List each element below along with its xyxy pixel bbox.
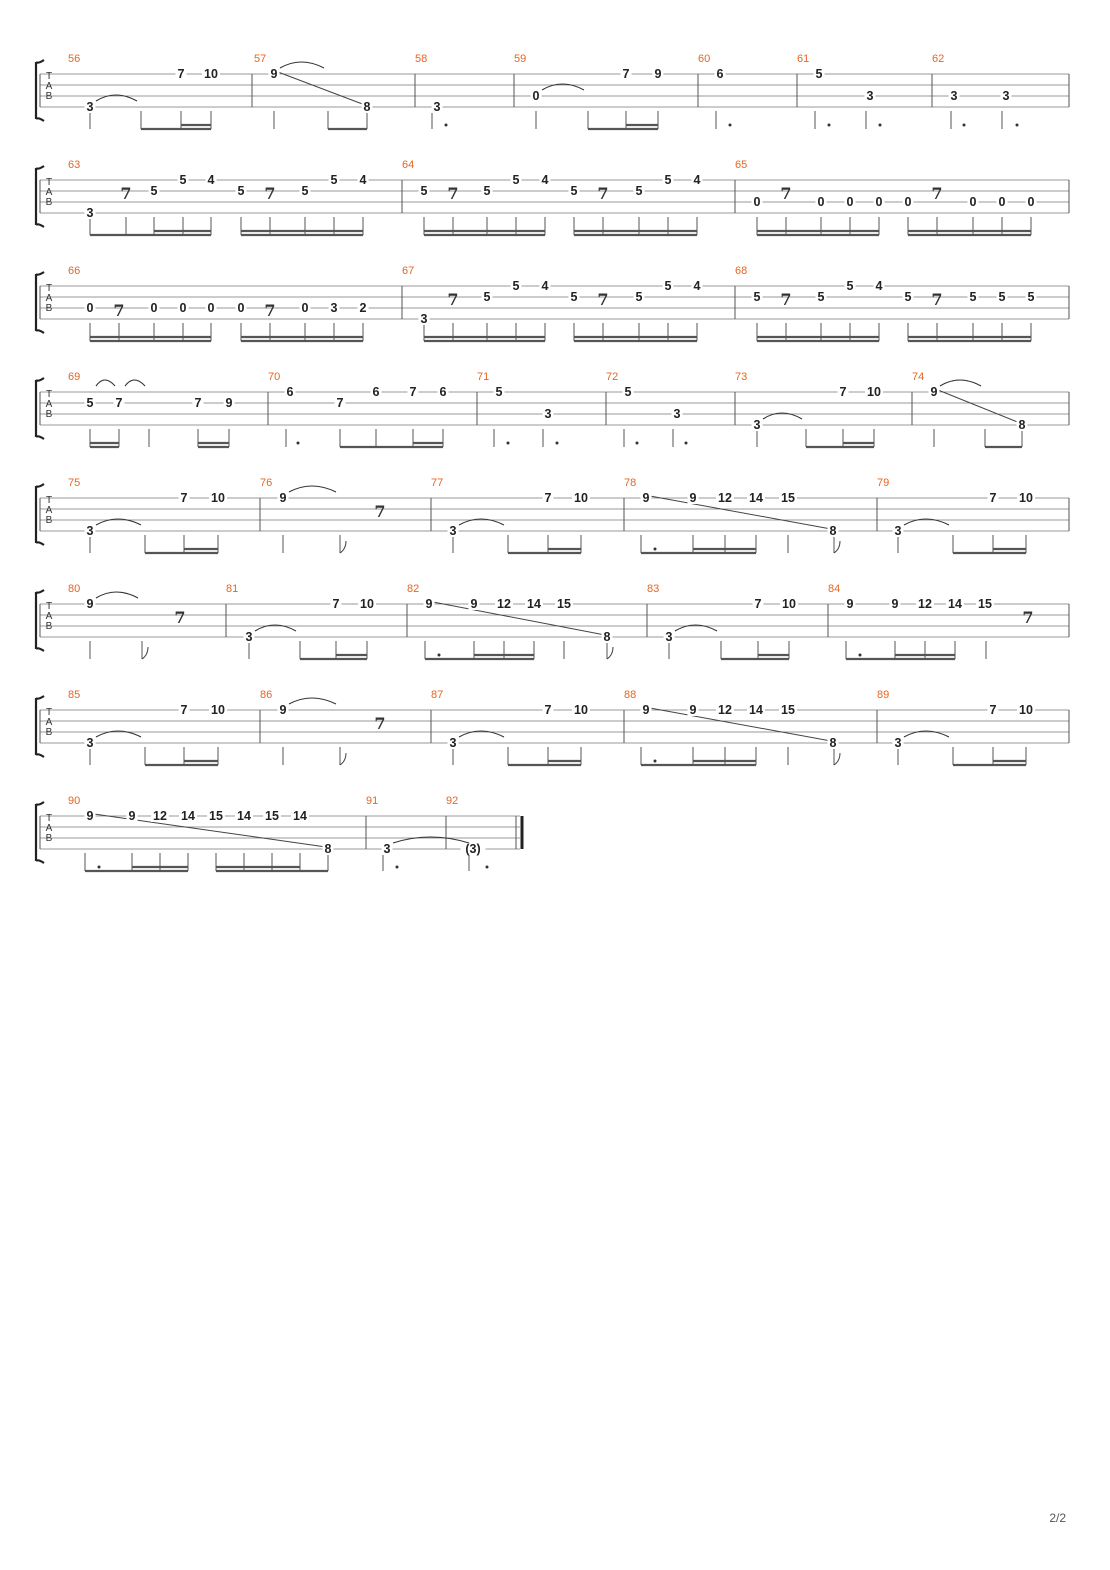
fret-number: 7 (754, 597, 762, 611)
fret-number: 5 (495, 385, 503, 399)
fret-number: 0 (237, 301, 245, 315)
sixteenth-rest: 7 (597, 290, 609, 309)
fret-number: 3 (420, 312, 428, 326)
measure-77 (431, 477, 590, 538)
fret-number: 15 (557, 597, 571, 611)
fret-number: 12 (497, 597, 511, 611)
fret-number: 5 (817, 290, 825, 304)
slide-line (650, 496, 831, 529)
fret-number: 10 (1019, 491, 1033, 505)
tab-system-1 (36, 53, 1069, 129)
tab-clef-letter: B (45, 303, 53, 314)
fret-number: 0 (179, 301, 187, 315)
fret-number: 15 (781, 491, 795, 505)
sixteenth-rest: 7 (374, 714, 386, 733)
tie-arc (280, 62, 324, 68)
measure-number: 82 (407, 583, 420, 595)
fret-number: 5 (512, 173, 520, 187)
tab-clef-letter: A (45, 823, 53, 834)
tab-clef-letter: A (45, 717, 53, 728)
fret-number: 3 (544, 407, 552, 421)
fret-number: 7 (409, 385, 417, 399)
fret-number: 7 (177, 67, 185, 81)
sixteenth-rest: 7 (780, 184, 792, 203)
fret-number: 8 (603, 630, 611, 644)
measure-58 (415, 53, 443, 114)
measure-87 (431, 689, 590, 750)
measure-56 (68, 53, 220, 114)
tab-system-8 (36, 795, 522, 871)
fret-number: 4 (207, 173, 215, 187)
fret-number: 5 (237, 184, 245, 198)
slide-line (433, 602, 605, 635)
fret-number: 7 (115, 396, 123, 410)
fret-number: 3 (894, 524, 902, 538)
fret-number: 3 (866, 89, 874, 103)
fret-number: 5 (420, 184, 428, 198)
measure-76 (260, 477, 289, 505)
fret-number: 0 (904, 195, 912, 209)
fret-number: 14 (749, 703, 763, 717)
fret-number: 5 (635, 184, 643, 198)
fret-number: 3 (1002, 89, 1010, 103)
tie-arc (940, 380, 981, 386)
fret-number: 7 (332, 597, 340, 611)
fret-number: 5 (624, 385, 632, 399)
fret-number: 0 (86, 301, 94, 315)
fret-number: 6 (372, 385, 380, 399)
fret-number: 3 (950, 89, 958, 103)
tab-clef-letter: A (45, 505, 53, 516)
measure-63 (68, 159, 369, 220)
measure-number: 79 (877, 477, 890, 489)
measure-73 (735, 371, 883, 432)
fret-number: 15 (978, 597, 992, 611)
sixteenth-rest: 7 (597, 184, 609, 203)
fret-number: 5 (753, 290, 761, 304)
fret-number: 7 (544, 491, 552, 505)
measure-74 (912, 371, 1028, 432)
measure-number: 72 (606, 371, 619, 383)
sixteenth-rest: 7 (374, 502, 386, 521)
fret-number: 5 (179, 173, 187, 187)
measure-number: 73 (735, 371, 748, 383)
dotted-rhythm-dot (654, 760, 657, 763)
fret-number: 0 (753, 195, 761, 209)
fret-number: 5 (86, 396, 94, 410)
fret-number: 10 (574, 491, 588, 505)
fret-number: 3 (433, 100, 441, 114)
note-flag (142, 647, 148, 659)
note-flag (340, 753, 346, 765)
fret-number: 0 (969, 195, 977, 209)
fret-number: 10 (1019, 703, 1033, 717)
measure-79 (877, 477, 1035, 538)
fret-number: 5 (846, 279, 854, 293)
fret-number: 9 (225, 396, 233, 410)
fret-number: 10 (360, 597, 374, 611)
sixteenth-rest: 7 (120, 184, 132, 203)
measure-number: 65 (735, 159, 748, 171)
measure-86 (260, 689, 289, 717)
fret-number: 9 (846, 597, 854, 611)
fret-number: 5 (664, 279, 672, 293)
tab-clef-letter: B (45, 91, 53, 102)
measure-81 (226, 583, 376, 644)
fret-number: 9 (86, 809, 94, 823)
tab-system-6 (36, 583, 1069, 659)
fret-number: 9 (689, 703, 697, 717)
measure-number: 64 (402, 159, 415, 171)
fret-number: 3 (894, 736, 902, 750)
fret-number: 2 (359, 301, 367, 315)
dotted-rhythm-dot (1016, 124, 1019, 127)
fret-number: 0 (150, 301, 158, 315)
sixteenth-rest: 7 (264, 301, 276, 320)
fret-number: 7 (989, 703, 997, 717)
measure-80 (68, 583, 96, 611)
tab-clef-letter: B (45, 833, 53, 844)
fret-number: 7 (989, 491, 997, 505)
tab-clef-letter: A (45, 81, 53, 92)
fret-number: 15 (781, 703, 795, 717)
tab-clef-letter: B (45, 727, 53, 738)
measure-number: 78 (624, 477, 637, 489)
sixteenth-rest: 7 (447, 184, 459, 203)
fret-number: 10 (211, 491, 225, 505)
fret-number: 14 (237, 809, 251, 823)
measure-89 (877, 689, 1035, 750)
fret-number: 4 (359, 173, 367, 187)
tab-clef-letter: A (45, 399, 53, 410)
fret-number: 5 (330, 173, 338, 187)
fret-number: (3) (465, 842, 481, 856)
measure-91 (366, 795, 393, 856)
measure-number: 60 (698, 53, 711, 65)
sixteenth-rest: 7 (931, 290, 943, 309)
tab-clef-letter: T (45, 601, 53, 612)
tab-clef-letter: B (45, 621, 53, 632)
fret-number: 5 (635, 290, 643, 304)
dotted-rhythm-dot (729, 124, 732, 127)
tie-arc (125, 380, 145, 386)
tab-clef-letter: T (45, 813, 53, 824)
tab-clef-letter: T (45, 177, 53, 188)
fret-number: 0 (817, 195, 825, 209)
measure-number: 63 (68, 159, 81, 171)
measure-number: 80 (68, 583, 81, 595)
tab-clef-letter: A (45, 187, 53, 198)
dotted-rhythm-dot (438, 654, 441, 657)
fret-number: 5 (904, 290, 912, 304)
fret-number: 7 (180, 703, 188, 717)
measure-70 (268, 371, 449, 410)
fret-number: 12 (918, 597, 932, 611)
fret-number: 12 (718, 491, 732, 505)
fret-number: 7 (336, 396, 344, 410)
measure-number: 69 (68, 371, 81, 383)
measure-number: 62 (932, 53, 945, 65)
fret-number: 5 (301, 184, 309, 198)
fret-number: 3 (449, 736, 457, 750)
tab-clef-letter: A (45, 293, 53, 304)
fret-number: 3 (330, 301, 338, 315)
slide-line (278, 72, 365, 105)
measure-number: 76 (260, 477, 273, 489)
dotted-rhythm-dot (685, 442, 688, 445)
fret-number: 8 (324, 842, 332, 856)
fret-number: 3 (383, 842, 391, 856)
fret-number: 3 (245, 630, 253, 644)
dotted-rhythm-dot (636, 442, 639, 445)
tab-system-5 (36, 477, 1069, 553)
fret-number: 0 (846, 195, 854, 209)
fret-number: 7 (622, 67, 630, 81)
measure-90 (68, 795, 334, 856)
measure-82 (407, 583, 613, 644)
fret-number: 3 (86, 736, 94, 750)
dotted-rhythm-dot (98, 866, 101, 869)
tie-arc (96, 592, 138, 598)
dotted-rhythm-dot (556, 442, 559, 445)
fret-number: 9 (270, 67, 278, 81)
fret-number: 0 (532, 89, 540, 103)
fret-number: 9 (86, 597, 94, 611)
fret-number: 9 (470, 597, 478, 611)
fret-number: 9 (891, 597, 899, 611)
fret-number: 9 (642, 703, 650, 717)
note-flag (607, 647, 613, 659)
fret-number: 8 (1018, 418, 1026, 432)
fret-number: 5 (483, 184, 491, 198)
fret-number: 9 (425, 597, 433, 611)
fret-number: 5 (570, 290, 578, 304)
dotted-rhythm-dot (486, 866, 489, 869)
sixteenth-rest: 7 (780, 290, 792, 309)
fret-number: 10 (867, 385, 881, 399)
fret-number: 4 (693, 279, 701, 293)
tab-clef-letter: T (45, 71, 53, 82)
fret-number: 15 (209, 809, 223, 823)
fret-number: 8 (829, 736, 837, 750)
tie-arc (289, 486, 336, 492)
measure-number: 66 (68, 265, 81, 277)
fret-number: 12 (718, 703, 732, 717)
fret-number: 9 (128, 809, 136, 823)
measure-number: 89 (877, 689, 890, 701)
measure-88 (624, 689, 839, 750)
measure-number: 57 (254, 53, 267, 65)
measure-number: 86 (260, 689, 273, 701)
sixteenth-rest: 7 (113, 301, 125, 320)
fret-number: 5 (570, 184, 578, 198)
fret-number: 3 (753, 418, 761, 432)
fret-number: 14 (527, 597, 541, 611)
note-flag (834, 753, 840, 765)
measure-number: 68 (735, 265, 748, 277)
measure-number: 92 (446, 795, 459, 807)
fret-number: 9 (279, 703, 287, 717)
note-flag (834, 541, 840, 553)
dotted-rhythm-dot (396, 866, 399, 869)
page-number: 2/2 (1049, 1511, 1066, 1525)
tab-system-3 (36, 265, 1069, 341)
measure-number: 83 (647, 583, 660, 595)
measure-number: 58 (415, 53, 428, 65)
dotted-rhythm-dot (654, 548, 657, 551)
fret-number: 9 (654, 67, 662, 81)
measure-92 (446, 795, 486, 856)
fret-number: 4 (693, 173, 701, 187)
dotted-rhythm-dot (963, 124, 966, 127)
sixteenth-rest: 7 (174, 608, 186, 627)
tab-system-7 (36, 689, 1069, 765)
fret-number: 7 (544, 703, 552, 717)
fret-number: 12 (153, 809, 167, 823)
fret-number: 8 (363, 100, 371, 114)
fret-number: 5 (664, 173, 672, 187)
tab-clef-letter: A (45, 611, 53, 622)
fret-number: 8 (829, 524, 837, 538)
dotted-rhythm-dot (879, 124, 882, 127)
measure-60 (698, 53, 726, 81)
dotted-rhythm-dot (859, 654, 862, 657)
fret-number: 0 (998, 195, 1006, 209)
measure-number: 74 (912, 371, 925, 383)
measure-number: 88 (624, 689, 637, 701)
fret-number: 14 (948, 597, 962, 611)
tab-clef-letter: T (45, 283, 53, 294)
measure-number: 61 (797, 53, 810, 65)
fret-number: 9 (689, 491, 697, 505)
fret-number: 14 (181, 809, 195, 823)
sixteenth-rest: 7 (931, 184, 943, 203)
tab-clef-letter: T (45, 495, 53, 506)
slide-line (938, 390, 1020, 423)
fret-number: 14 (293, 809, 307, 823)
fret-number: 6 (716, 67, 724, 81)
tie-arc (289, 698, 336, 704)
measure-84 (828, 583, 994, 611)
slide-line (650, 708, 831, 741)
fret-number: 0 (301, 301, 309, 315)
fret-number: 6 (439, 385, 447, 399)
fret-number: 10 (211, 703, 225, 717)
tab-system-2 (36, 159, 1069, 235)
fret-number: 10 (204, 67, 218, 81)
fret-number: 3 (673, 407, 681, 421)
measure-83 (647, 583, 798, 644)
measure-78 (624, 477, 839, 538)
measure-69 (68, 371, 235, 410)
measure-number: 77 (431, 477, 444, 489)
tab-clef-letter: T (45, 707, 53, 718)
sixteenth-rest: 7 (1022, 608, 1034, 627)
fret-number: 14 (749, 491, 763, 505)
measure-number: 91 (366, 795, 379, 807)
measure-85 (68, 689, 227, 750)
fret-number: 9 (642, 491, 650, 505)
sixteenth-rest: 7 (447, 290, 459, 309)
tab-clef-letter: T (45, 389, 53, 400)
fret-number: 4 (541, 279, 549, 293)
measure-number: 59 (514, 53, 527, 65)
fret-number: 5 (998, 290, 1006, 304)
fret-number: 5 (512, 279, 520, 293)
tie-arc (96, 380, 115, 386)
tab-clef-letter: B (45, 515, 53, 526)
fret-number: 6 (286, 385, 294, 399)
measure-57 (254, 53, 373, 114)
fret-number: 3 (86, 524, 94, 538)
dotted-rhythm-dot (297, 442, 300, 445)
dotted-rhythm-dot (507, 442, 510, 445)
fret-number: 3 (665, 630, 673, 644)
note-flag (340, 541, 346, 553)
fret-number: 7 (194, 396, 202, 410)
fret-number: 3 (449, 524, 457, 538)
measure-number: 56 (68, 53, 81, 65)
measure-number: 84 (828, 583, 841, 595)
measure-number: 90 (68, 795, 81, 807)
measure-number: 87 (431, 689, 444, 701)
sixteenth-rest: 7 (264, 184, 276, 203)
fret-number: 10 (782, 597, 796, 611)
fret-number: 9 (279, 491, 287, 505)
measure-number: 81 (226, 583, 239, 595)
fret-number: 3 (86, 206, 94, 220)
tab-clef-letter: B (45, 409, 53, 420)
measure-number: 70 (268, 371, 281, 383)
fret-number: 4 (541, 173, 549, 187)
dotted-rhythm-dot (828, 124, 831, 127)
tab-system-4 (36, 371, 1069, 447)
fret-number: 5 (969, 290, 977, 304)
measure-75 (68, 477, 227, 538)
fret-number: 5 (150, 184, 158, 198)
fret-number: 7 (839, 385, 847, 399)
fret-number: 4 (875, 279, 883, 293)
fret-number: 7 (180, 491, 188, 505)
fret-number: 9 (930, 385, 938, 399)
dotted-rhythm-dot (445, 124, 448, 127)
fret-number: 0 (1027, 195, 1035, 209)
measure-number: 75 (68, 477, 81, 489)
fret-number: 0 (207, 301, 215, 315)
fret-number: 3 (86, 100, 94, 114)
measure-number: 67 (402, 265, 415, 277)
tab-clef-letter: B (45, 197, 53, 208)
fret-number: 10 (574, 703, 588, 717)
fret-number: 5 (815, 67, 823, 81)
measure-number: 85 (68, 689, 81, 701)
fret-number: 0 (875, 195, 883, 209)
fret-number: 5 (483, 290, 491, 304)
measure-number: 71 (477, 371, 490, 383)
fret-number: 5 (1027, 290, 1035, 304)
fret-number: 15 (265, 809, 279, 823)
